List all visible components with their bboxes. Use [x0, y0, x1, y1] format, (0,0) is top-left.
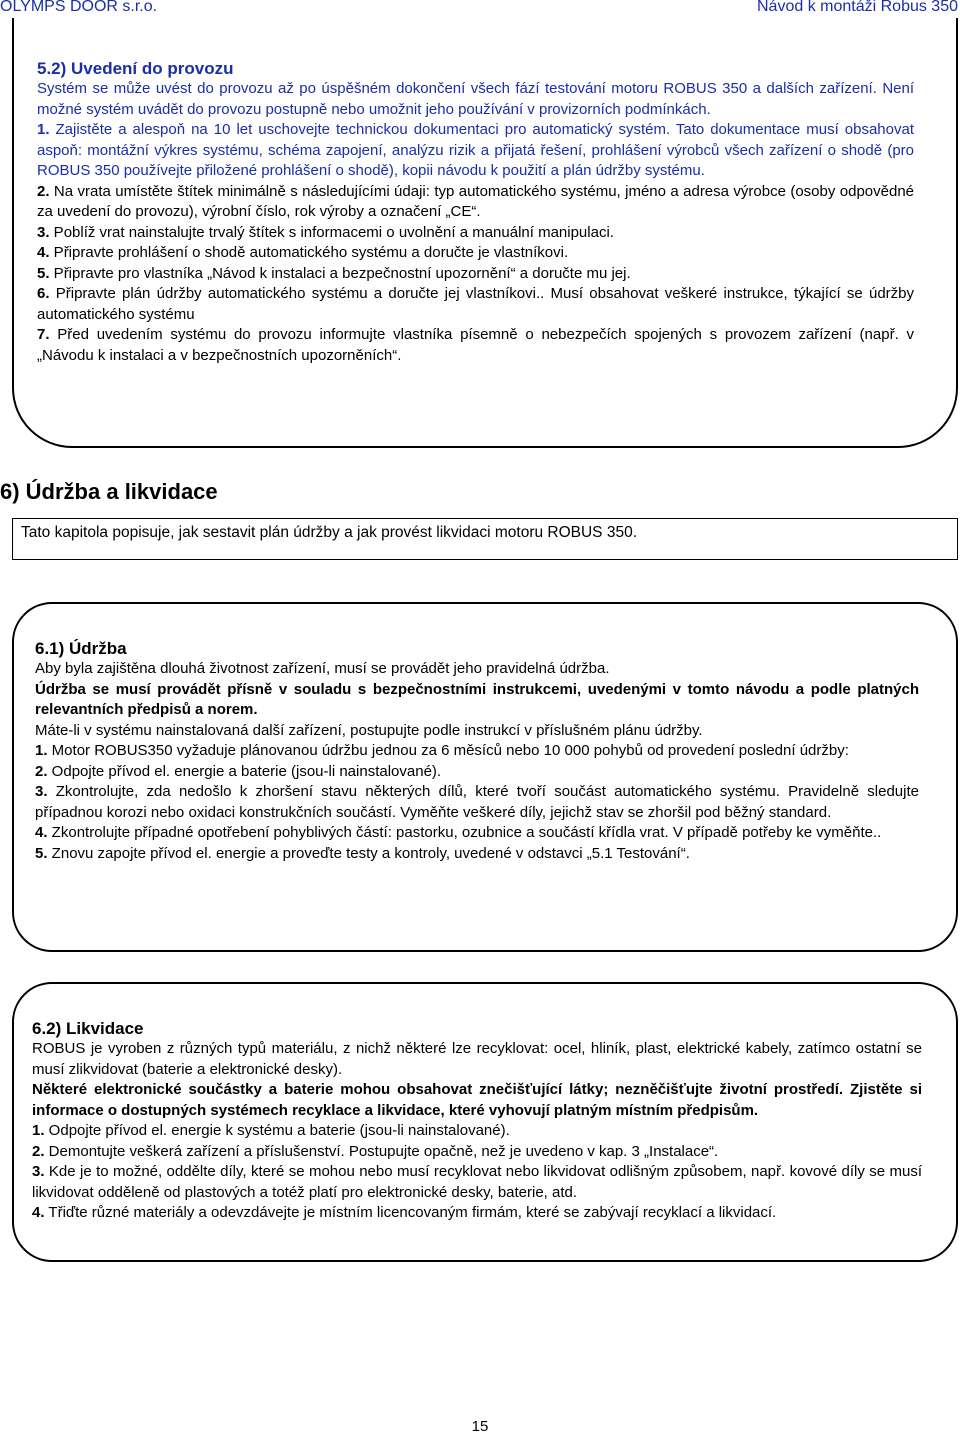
page-number: 15 — [471, 1418, 489, 1435]
list-item — [35, 823, 919, 844]
item-number: 3. — [35, 783, 48, 800]
list-item — [35, 741, 919, 762]
section-6-1-warning: Údržba se musí provádět přísně v souladu s bezpečnostními instrukcemi, uvedenými v tomto návodu a podle platných relevantních předpisů a norem. — [35, 680, 919, 718]
list-item — [37, 264, 914, 285]
item-text: Kde je to možné, oddělte díly, které se mohou nebo musí recyklovat nebo likvidovat odlišným způsobem, např. kovové díly se musí likvidovat odděleně od plastových a totéž platí pro elektronické desky, baterie, atd. — [32, 1163, 922, 1201]
header-company: OLYMPS DOOR s.r.o. — [0, 0, 158, 15]
item-number: 3. — [37, 223, 50, 241]
page-header — [0, 0, 960, 18]
section-6-2-title: 6.2) Likvidace — [32, 1019, 144, 1038]
section-6-title: 6) Údržba a likvidace — [0, 479, 218, 504]
item-number: 5. — [35, 844, 48, 862]
item-number: 4. — [35, 824, 48, 841]
section-6-1-title: 6.1) Údržba — [35, 639, 127, 658]
section-6-2-intro: ROBUS je vyroben z různých typů materiálu, z nichž některé lze recyklovat: ocel, hliník, plast, elektrické kabely, zatímco ostatní se musí zlikvidovat (baterie a elektronické desky). — [32, 1040, 922, 1078]
item-text: Poblíž vrat nainstalujte trvalý štítek s informacemi o uvolnění a manuální manipulaci. — [49, 223, 614, 241]
item-number: 1. — [37, 121, 50, 138]
header-document-title: Návod k montáži Robus 350 — [757, 0, 958, 15]
item-text: Odpojte přívod el. energie a baterie (jsou-li nainstalované). — [47, 762, 442, 780]
item-text: Před uvedením systému do provozu informujte vlastníka písemně o nebezpečích spojených s provozem zařízení (např. v „Návodu k instalaci a v bezpečnostních upozorněních“. — [37, 326, 914, 364]
section-6-1-intro: Aby byla zajištěna dlouhá životnost zařízení, musí se provádět jeho pravidelná údržba. — [35, 660, 610, 677]
list-item — [32, 1121, 922, 1142]
item-number: 5. — [37, 264, 50, 282]
item-text: Zkontrolujte, zda nedošlo k zhoršení stavu některých dílů, které tvoří součást automatického systému. Pravidelně sledujte případnou korozi nebo oxidaci konstrukčních součástí. Vyměňte veškeré díly, jejichž stav se zhoršil pod běžný standard. — [35, 783, 919, 821]
list-item — [37, 120, 914, 182]
item-text: Na vrata umístěte štítek minimálně s následujícími údaji: typ automatického systému, jméno a adresa výrobce (osoby odpovědné za uvedení do provozu), výrobní číslo, rok výroby a označení „CE“. — [37, 182, 914, 220]
list-item — [32, 1203, 922, 1224]
item-number: 4. — [37, 244, 50, 261]
list-item — [35, 844, 919, 865]
item-number: 7. — [37, 326, 50, 343]
item-text: Demontujte veškerá zařízení a příslušenství. Postupujte opačně, než je uvedeno v kap. 3 „Instalace“. — [44, 1142, 719, 1160]
item-number: 3. — [32, 1163, 45, 1180]
item-number: 1. — [35, 742, 48, 759]
list-item — [35, 782, 919, 823]
section-6-2-warning: Některé elektronické součástky a baterie mohou obsahovat znečišťující látky; nezněčišťujte životní prostředí. Zjistěte si informace o dostupných systémech recyklace a likvidace, které vyhovují platným místním předpisům. — [32, 1081, 922, 1119]
item-text: Motor ROBUS350 vyžaduje plánovanou údržbu jednou za 6 měsíců nebo 10 000 pohybů od provedení poslední údržby: — [47, 742, 849, 759]
item-number: 2. — [37, 182, 50, 200]
item-text: Zkontrolujte případné opotřebení pohyblivých částí: pastorku, ozubnice a součástí křídla vrat. V případě potřeby ke vyměňte.. — [47, 824, 882, 841]
section-6-2 — [32, 1018, 922, 1224]
list-item — [37, 182, 914, 223]
item-text: Připravte prohlášení o shodě automatického systému a doručte je vlastníkovi. — [49, 244, 569, 261]
section-5-2-title: 5.2) Uvedení do provozu — [37, 59, 234, 78]
list-item — [37, 325, 914, 366]
item-number: 6. — [37, 285, 50, 302]
section-5-2 — [37, 58, 914, 366]
list-item — [32, 1162, 922, 1203]
list-item — [32, 1142, 922, 1163]
item-number: 2. — [35, 762, 48, 780]
list-item — [35, 762, 919, 783]
list-item — [37, 223, 914, 244]
section-6-summary: Tato kapitola popisuje, jak sestavit plán údržby a jak provést likvidaci motoru ROBUS 350. — [21, 524, 637, 541]
section-6-1-note: Máte-li v systému nainstalovaná další zařízení, postupujte podle instrukcí v příslušném plánu údržby. — [35, 721, 703, 739]
list-item — [37, 284, 914, 325]
item-text: Připravte plán údržby automatického systému a doručte jej vlastníkovi.. Musí obsahovat veškeré instrukce, týkající se údržby automatického systému — [37, 285, 914, 323]
item-number: 2. — [32, 1142, 45, 1160]
item-number: 4. — [32, 1204, 45, 1221]
item-text: Odpojte přívod el. energie k systému a baterie (jsou-li nainstalované). — [44, 1122, 510, 1139]
item-number: 1. — [32, 1122, 45, 1139]
list-item — [37, 243, 914, 264]
section-5-2-intro: Systém se může uvést do provozu až po úspěšném dokončení všech fází testování motoru ROBUS 350 a dalších zařízení. Není možné systém uvádět do provozu postupně nebo umožnit jeho používání v provizorních podmínkách. — [37, 80, 914, 118]
item-text: Znovu zapojte přívod el. energie a proveďte testy a kontroly, uvedené v odstavci „5.1 Testování“. — [47, 844, 690, 862]
item-text: Třiďte různé materiály a odevzdávejte je místním licencovaným firmám, které se zabývají recyklací a likvidací. — [44, 1204, 777, 1221]
section-6-1 — [35, 638, 919, 864]
item-text: Připravte pro vlastníka „Návod k instalaci a bezpečnostní upozornění“ a doručte mu jej. — [49, 264, 631, 282]
item-text: Zajistěte a alespoň na 10 let uschovejte technickou dokumentaci pro automatický systém. Tato dokumentace musí obsahovat aspoň: montážní výkres systému, schéma zapojení, analýzu rizik a přijatá řešení, prohlášení výrobců všech zařízení o shodě (pro ROBUS 350 používejte přiložené prohlášení o shodě), kopii návodu k použití a plán údržby systému. — [37, 121, 914, 179]
